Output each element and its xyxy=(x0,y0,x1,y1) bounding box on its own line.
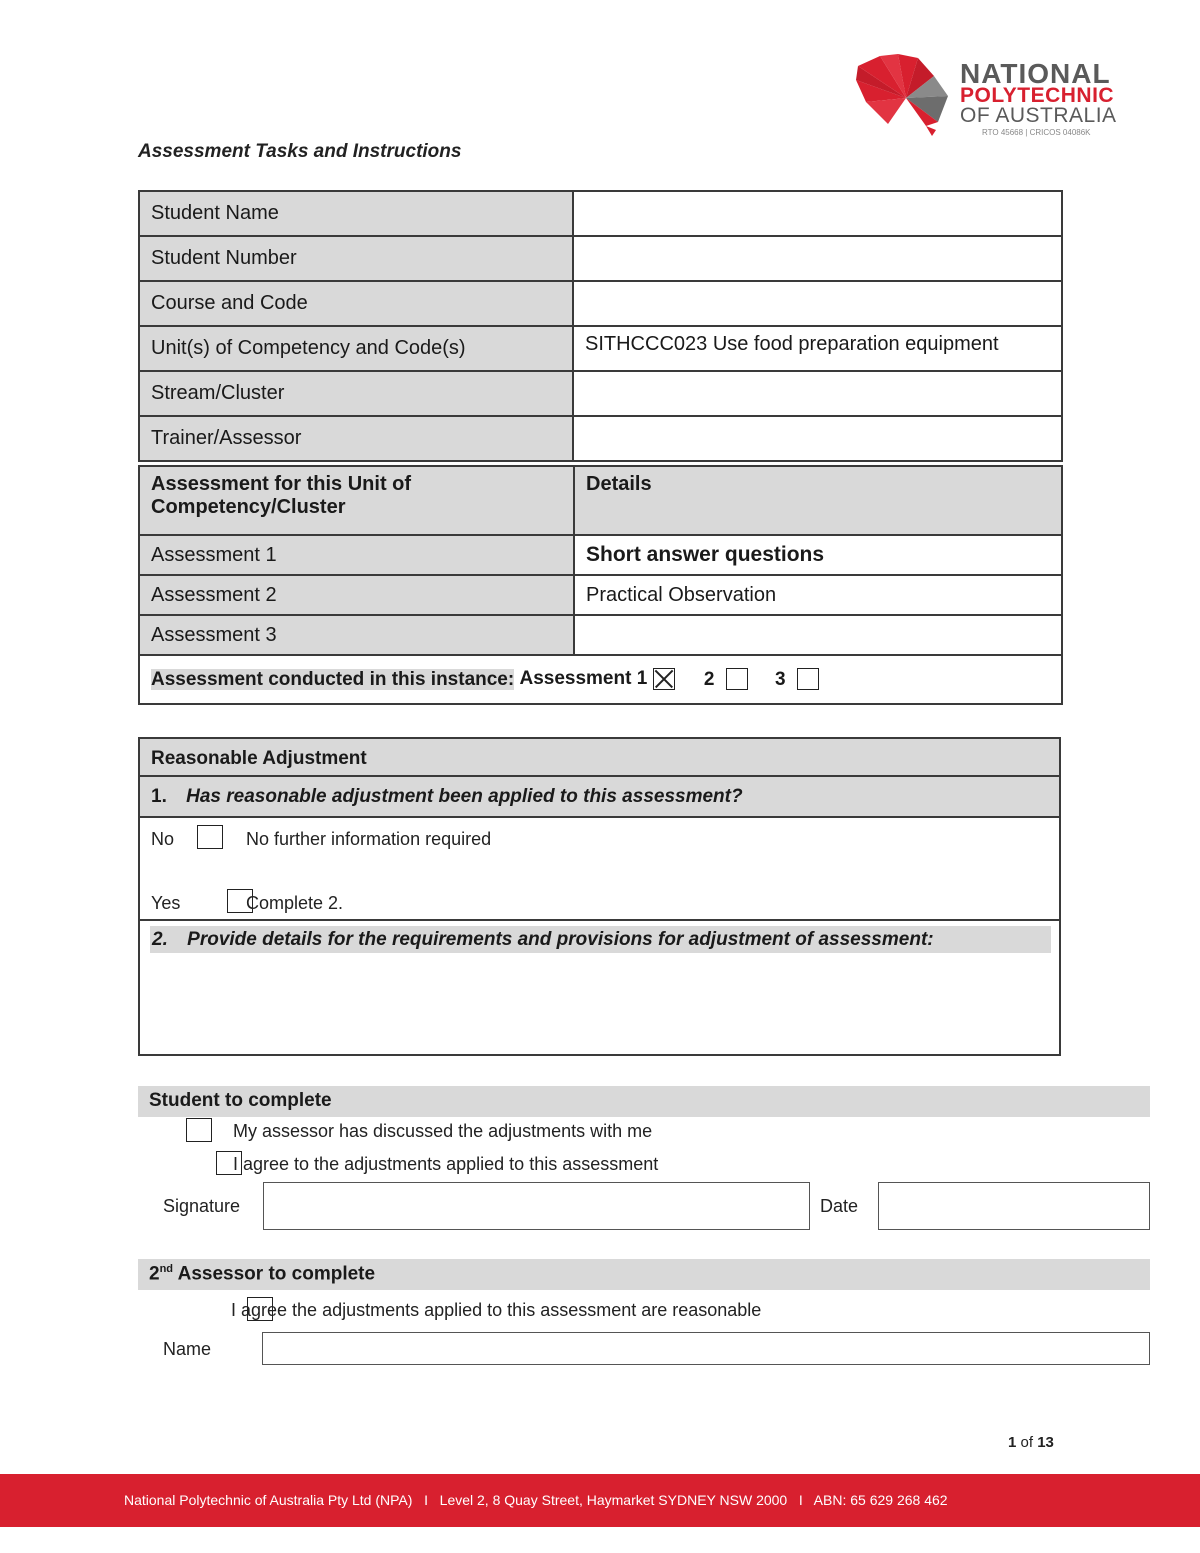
page-of: of xyxy=(1020,1434,1034,1451)
ra-question-2 xyxy=(150,926,1051,953)
page-current: 1 xyxy=(1008,1434,1017,1451)
logo-registration: RTO 45668 | CRICOS 04086K xyxy=(982,128,1091,137)
company-logo xyxy=(852,52,1142,140)
student-number-field[interactable] xyxy=(573,236,1062,281)
option-3-label: 3 xyxy=(774,668,786,690)
q2-number: 2. xyxy=(152,929,168,950)
row-label: Student Name xyxy=(139,191,573,236)
trainer-assessor-field[interactable] xyxy=(573,416,1062,461)
assessor-title-rest: Assessor to complete xyxy=(173,1263,376,1285)
row-label: Student Number xyxy=(139,236,573,281)
ra-title: Reasonable Adjustment xyxy=(140,739,1059,777)
table-row xyxy=(139,575,1062,615)
instance-label: Assessment conducted in this instance: xyxy=(151,668,515,690)
divider xyxy=(140,919,1059,921)
signature-field[interactable] xyxy=(263,1182,810,1230)
logo-line-national: NATIONAL xyxy=(960,58,1111,89)
table-header-row xyxy=(139,466,1062,535)
assessment-1-details: Short answer questions xyxy=(574,535,1062,575)
table-row xyxy=(139,191,1062,236)
assessor-title-sup: nd xyxy=(159,1263,174,1275)
q1-number: 1. xyxy=(151,786,167,807)
student-section-title: Student to complete xyxy=(138,1086,1150,1117)
footer-bar xyxy=(0,1474,1200,1527)
assessment-2-checkbox[interactable] xyxy=(726,668,748,690)
row-label: Assessment 1 xyxy=(139,535,574,575)
table-row xyxy=(139,535,1062,575)
student-name-field[interactable] xyxy=(573,191,1062,236)
unit-of-competency-field[interactable]: SITHCCC023 Use food preparation equipment xyxy=(573,326,1062,371)
date-field[interactable] xyxy=(878,1182,1150,1230)
assessor-name-field[interactable] xyxy=(262,1332,1150,1365)
header-details: Details xyxy=(574,466,1062,535)
no-label: No xyxy=(151,829,175,849)
row-label: Stream/Cluster xyxy=(139,371,573,416)
name-label: Name xyxy=(163,1339,212,1359)
assessment-instance-row xyxy=(139,655,1062,704)
header-assessment: Assessment for this Unit of Competency/Cluster xyxy=(139,466,574,535)
row-label: Assessment 3 xyxy=(139,615,574,655)
table-row xyxy=(139,371,1062,416)
logo-line-australia: OF AUSTRALIA xyxy=(960,104,1117,127)
assessment-2-details: Practical Observation xyxy=(574,575,1062,615)
agree-adjustments-label: I agree to the adjustments applied to this assessment xyxy=(233,1154,659,1174)
assessor-discussed-checkbox[interactable] xyxy=(186,1118,212,1142)
course-code-field[interactable] xyxy=(573,281,1062,326)
no-checkbox[interactable] xyxy=(197,825,223,849)
page-number xyxy=(1008,1434,1054,1451)
assessment-1-checkbox[interactable] xyxy=(653,668,675,690)
table-row xyxy=(139,281,1062,326)
reasonable-adjustment-box xyxy=(138,737,1061,1056)
assessment-table xyxy=(138,465,1063,705)
student-details-table xyxy=(138,190,1063,462)
assessor-title-num: 2 xyxy=(149,1263,160,1285)
yes-text: Complete 2. xyxy=(246,893,344,913)
assessor-section-title xyxy=(138,1259,1150,1290)
option-2-label: 2 xyxy=(703,668,715,690)
page-total: 13 xyxy=(1037,1434,1054,1451)
assessment-3-checkbox[interactable] xyxy=(797,668,819,690)
row-label: Assessment 2 xyxy=(139,575,574,615)
q1-text: Has reasonable adjustment been applied to this assessment? xyxy=(186,786,743,807)
assessment-3-details xyxy=(574,615,1062,655)
table-row xyxy=(139,236,1062,281)
yes-label: Yes xyxy=(151,893,181,913)
adjustment-details-field[interactable] xyxy=(150,957,1051,1047)
no-text: No further information required xyxy=(246,829,492,849)
signature-label: Signature xyxy=(163,1196,241,1216)
assessor-agree-label: I agree the adjustments applied to this assessment are reasonable xyxy=(231,1300,762,1320)
table-row xyxy=(139,326,1062,371)
logo-line-polytechnic: POLYTECHNIC xyxy=(960,84,1115,107)
date-label: Date xyxy=(820,1196,859,1216)
assessor-discussed-label: My assessor has discussed the adjustments with me xyxy=(233,1121,653,1141)
footer-text: National Polytechnic of Australia Pty Ltd (NPA) I Level 2, 8 Quay Street, Haymarket SYDNEY NSW 2000 I ABN: 65 629 268 462 xyxy=(124,1492,948,1508)
ra-question-1 xyxy=(140,777,1059,818)
row-label: Course and Code xyxy=(139,281,573,326)
row-label: Trainer/Assessor xyxy=(139,416,573,461)
instance-prefix: Assessment 1 xyxy=(519,668,648,690)
row-label: Unit(s) of Competency and Code(s) xyxy=(139,326,573,371)
table-row xyxy=(139,615,1062,655)
australia-map-icon xyxy=(852,52,957,140)
q2-text: Provide details for the requirements and provisions for adjustment of assessment: xyxy=(187,929,934,950)
table-row xyxy=(139,416,1062,461)
stream-cluster-field[interactable] xyxy=(573,371,1062,416)
page-title: Assessment Tasks and Instructions xyxy=(138,141,462,162)
